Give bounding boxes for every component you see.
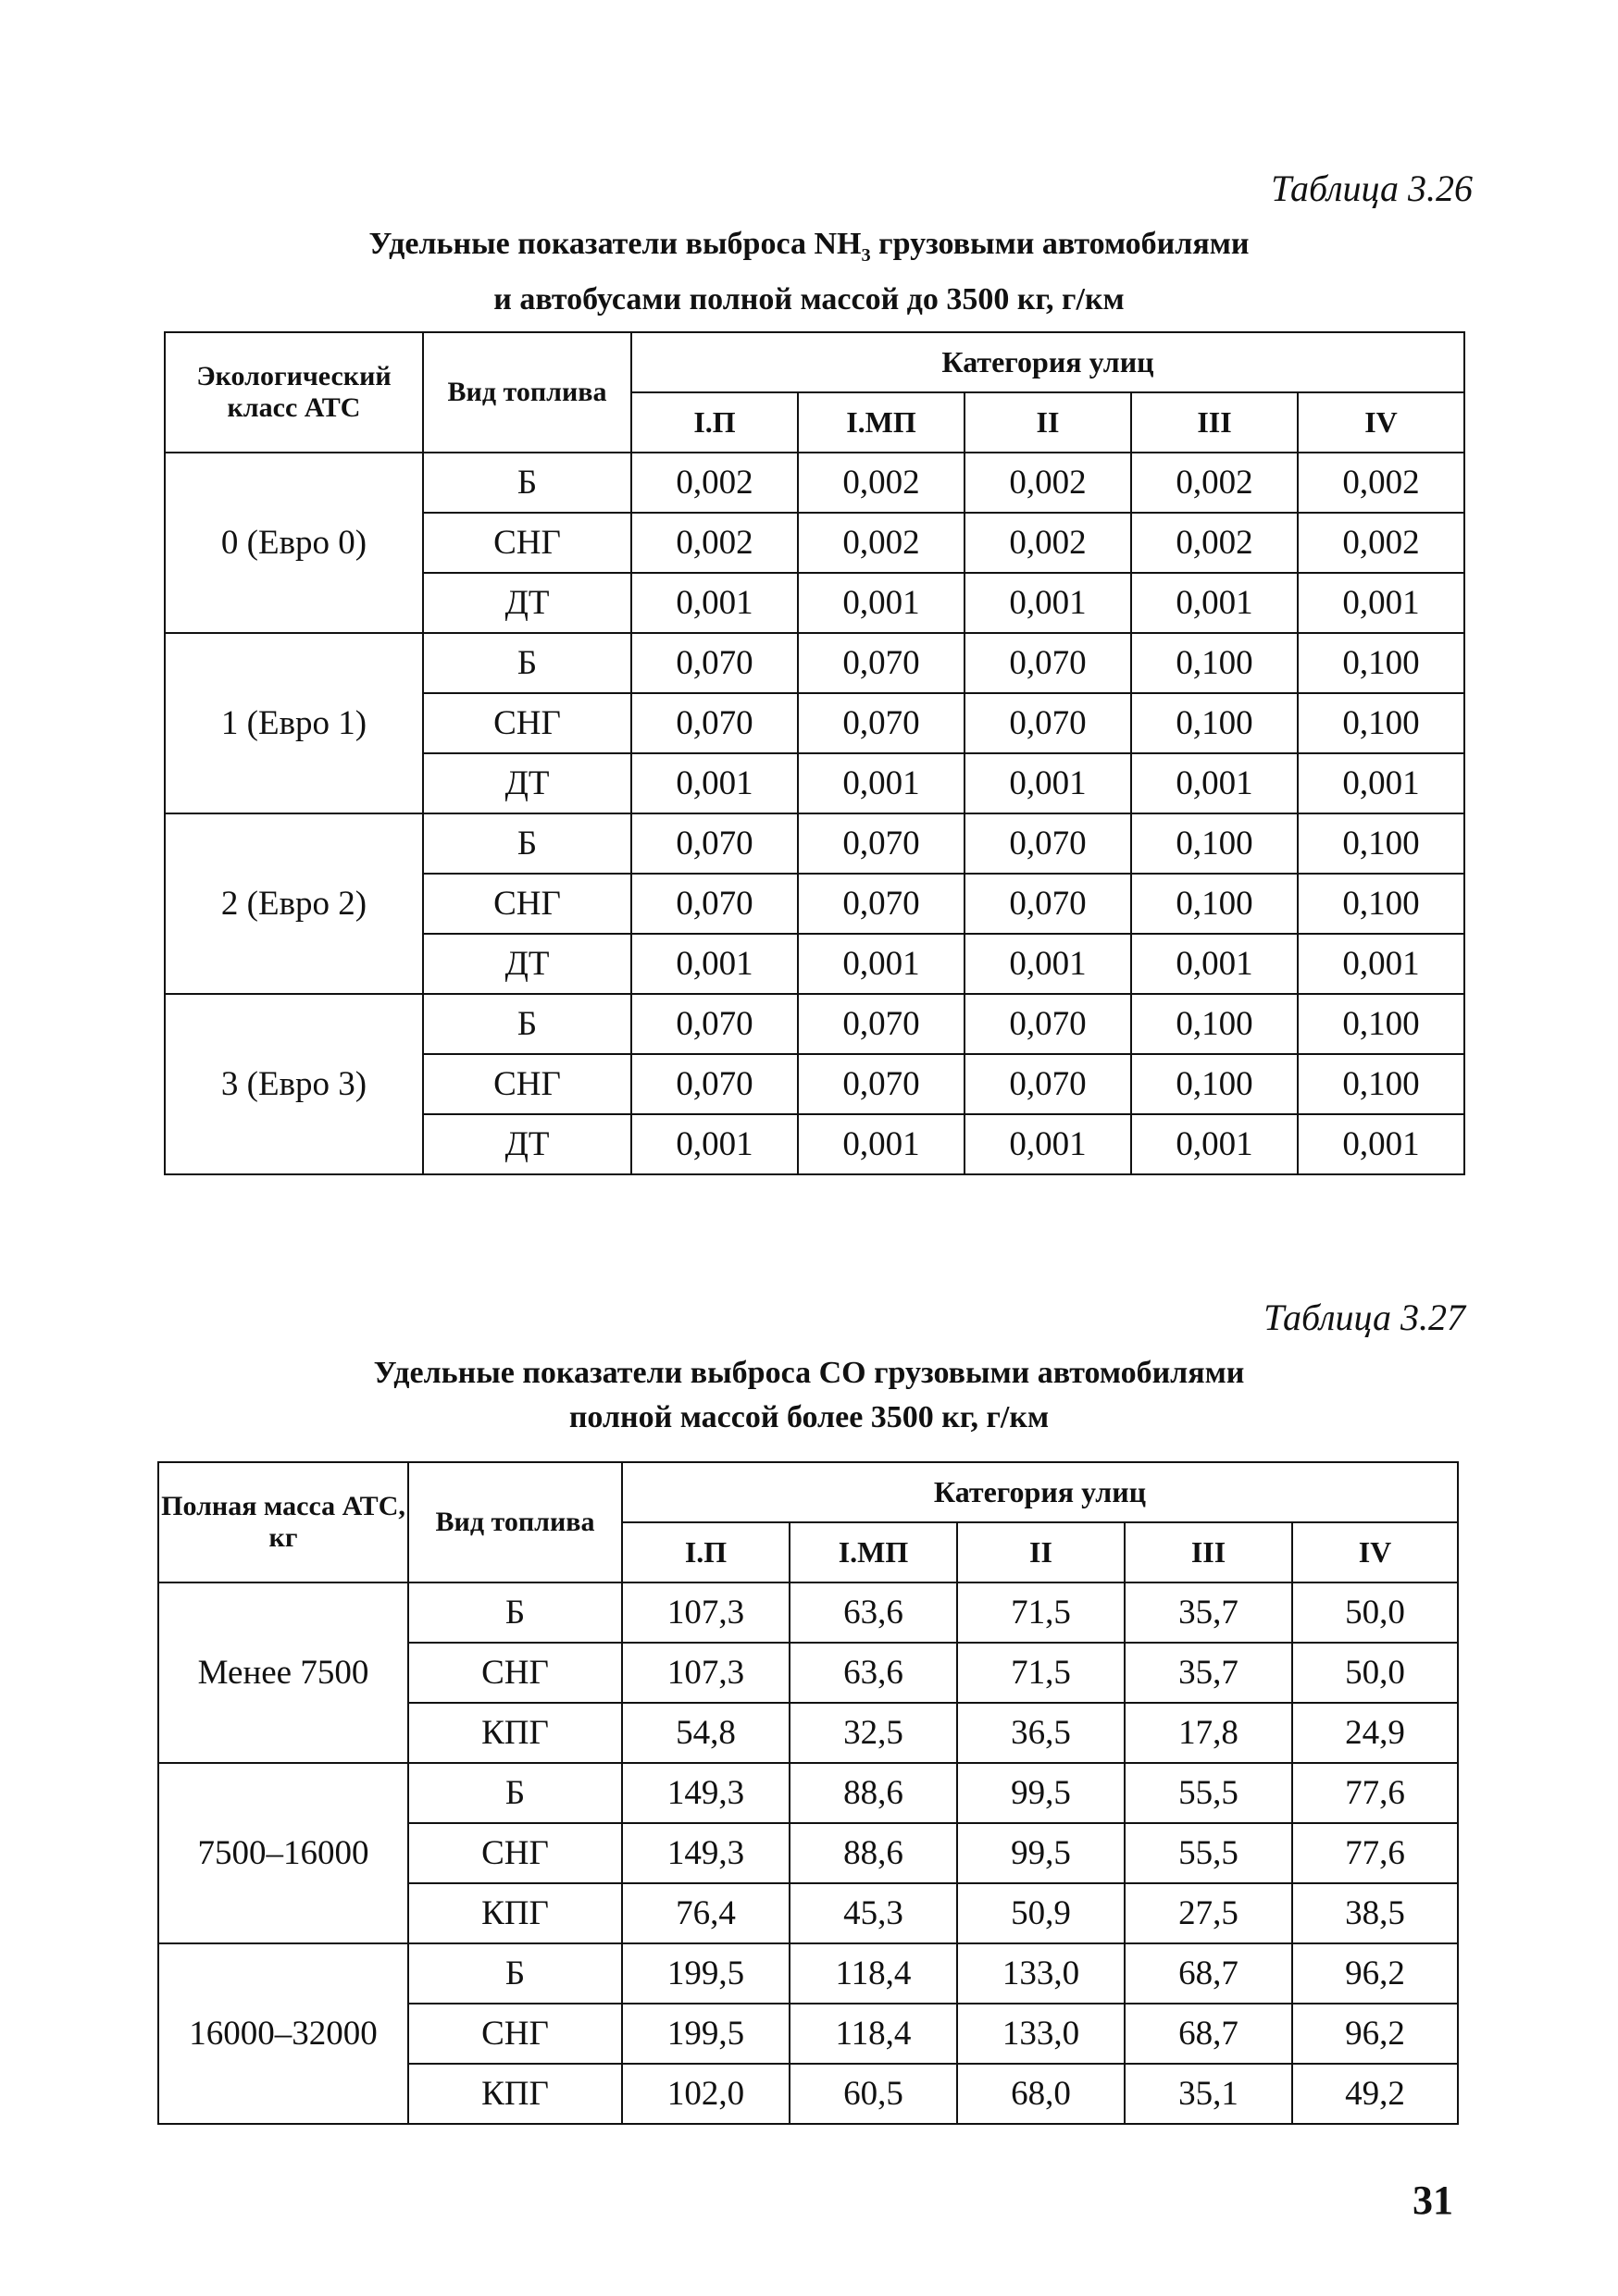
value-cell: 0,100 xyxy=(1298,693,1464,753)
fuel-cell: СНГ xyxy=(423,1054,631,1114)
table-row xyxy=(165,453,1464,513)
value-cell: 0,001 xyxy=(965,934,1131,994)
value-cell: 0,002 xyxy=(965,513,1131,573)
value-cell: 99,5 xyxy=(957,1763,1125,1823)
value-cell: 71,5 xyxy=(957,1582,1125,1643)
table1-category-3: III xyxy=(1131,392,1298,453)
value-cell: 0,002 xyxy=(798,453,965,513)
fuel-cell: Б xyxy=(408,1943,622,2004)
value-cell: 0,001 xyxy=(631,573,798,633)
page-number: 31 xyxy=(1413,2178,1453,2223)
value-cell: 0,002 xyxy=(965,453,1131,513)
fuel-cell: ДТ xyxy=(423,753,631,813)
value-cell: 0,002 xyxy=(1298,453,1464,513)
fuel-cell: КПГ xyxy=(408,2064,622,2124)
value-cell: 118,4 xyxy=(790,2004,957,2064)
value-cell: 0,070 xyxy=(798,874,965,934)
value-cell: 0,070 xyxy=(798,813,965,874)
value-cell: 0,070 xyxy=(631,633,798,693)
value-cell: 68,7 xyxy=(1125,2004,1292,2064)
value-cell: 0,100 xyxy=(1298,633,1464,693)
value-cell: 99,5 xyxy=(957,1823,1125,1883)
table2 xyxy=(157,1461,1459,2125)
fuel-cell: СНГ xyxy=(408,1823,622,1883)
value-cell: 0,001 xyxy=(1131,573,1298,633)
fuel-cell: ДТ xyxy=(423,1114,631,1174)
table1-header-class: Экологический класс АТС xyxy=(165,332,423,453)
value-cell: 107,3 xyxy=(622,1643,790,1703)
value-cell: 0,070 xyxy=(798,633,965,693)
value-cell: 96,2 xyxy=(1292,2004,1458,2064)
value-cell: 0,070 xyxy=(798,1054,965,1114)
value-cell: 0,001 xyxy=(1298,1114,1464,1174)
table-row xyxy=(158,1582,1458,1643)
table1-title xyxy=(0,222,1618,322)
table2-category-2: II xyxy=(957,1522,1125,1582)
fuel-cell: СНГ xyxy=(423,513,631,573)
value-cell: 96,2 xyxy=(1292,1943,1458,2004)
value-cell: 0,070 xyxy=(965,874,1131,934)
value-cell: 45,3 xyxy=(790,1883,957,1943)
value-cell: 0,070 xyxy=(631,874,798,934)
value-cell: 0,001 xyxy=(1298,753,1464,813)
table2-category-0: I.П xyxy=(622,1522,790,1582)
value-cell: 0,100 xyxy=(1131,813,1298,874)
value-cell: 0,002 xyxy=(1131,453,1298,513)
table1-category-0: I.П xyxy=(631,392,798,453)
value-cell: 0,001 xyxy=(1131,1114,1298,1174)
value-cell: 133,0 xyxy=(957,1943,1125,2004)
table2-title xyxy=(0,1351,1618,1440)
table-row xyxy=(158,1763,1458,1823)
value-cell: 77,6 xyxy=(1292,1763,1458,1823)
table2-caption: Таблица 3.27 xyxy=(1263,1297,1465,1338)
value-cell: 0,002 xyxy=(1131,513,1298,573)
value-cell: 88,6 xyxy=(790,1823,957,1883)
value-cell: 0,070 xyxy=(631,1054,798,1114)
group-label: 2 (Евро 2) xyxy=(165,813,423,994)
table2-title-line2: полной массой более 3500 кг, г/км xyxy=(568,1400,1050,1434)
fuel-cell: СНГ xyxy=(408,2004,622,2064)
fuel-cell: КПГ xyxy=(408,1883,622,1943)
value-cell: 0,001 xyxy=(798,1114,965,1174)
fuel-cell: СНГ xyxy=(423,874,631,934)
value-cell: 149,3 xyxy=(622,1763,790,1823)
value-cell: 0,002 xyxy=(798,513,965,573)
group-label: Менее 7500 xyxy=(158,1582,408,1763)
value-cell: 50,0 xyxy=(1292,1643,1458,1703)
table2-category-1: I.МП xyxy=(790,1522,957,1582)
fuel-cell: Б xyxy=(408,1763,622,1823)
value-cell: 27,5 xyxy=(1125,1883,1292,1943)
value-cell: 0,100 xyxy=(1298,994,1464,1054)
value-cell: 88,6 xyxy=(790,1763,957,1823)
value-cell: 0,002 xyxy=(1298,513,1464,573)
value-cell: 118,4 xyxy=(790,1943,957,2004)
value-cell: 199,5 xyxy=(622,2004,790,2064)
value-cell: 76,4 xyxy=(622,1883,790,1943)
value-cell: 71,5 xyxy=(957,1643,1125,1703)
value-cell: 55,5 xyxy=(1125,1823,1292,1883)
fuel-cell: СНГ xyxy=(423,693,631,753)
table1-header-category: Категория улиц xyxy=(631,332,1464,392)
value-cell: 24,9 xyxy=(1292,1703,1458,1763)
value-cell: 102,0 xyxy=(622,2064,790,2124)
value-cell: 0,001 xyxy=(1131,753,1298,813)
value-cell: 0,070 xyxy=(965,994,1131,1054)
table2-header-mass: Полная масса АТС, кг xyxy=(158,1462,408,1582)
value-cell: 0,100 xyxy=(1298,1054,1464,1114)
table1-category-4: IV xyxy=(1298,392,1464,453)
table1-caption: Таблица 3.26 xyxy=(1271,168,1473,209)
value-cell: 0,070 xyxy=(965,813,1131,874)
value-cell: 63,6 xyxy=(790,1582,957,1643)
value-cell: 54,8 xyxy=(622,1703,790,1763)
fuel-cell: СНГ xyxy=(408,1643,622,1703)
value-cell: 0,070 xyxy=(631,693,798,753)
table1-category-1: I.МП xyxy=(798,392,965,453)
table2-header-category: Категория улиц xyxy=(622,1462,1458,1522)
value-cell: 0,001 xyxy=(631,934,798,994)
fuel-cell: Б xyxy=(423,994,631,1054)
value-cell: 0,100 xyxy=(1131,994,1298,1054)
table1-category-2: II xyxy=(965,392,1131,453)
value-cell: 35,7 xyxy=(1125,1643,1292,1703)
value-cell: 133,0 xyxy=(957,2004,1125,2064)
value-cell: 0,001 xyxy=(798,934,965,994)
fuel-cell: КПГ xyxy=(408,1703,622,1763)
value-cell: 63,6 xyxy=(790,1643,957,1703)
value-cell: 0,100 xyxy=(1131,633,1298,693)
table2-category-4: IV xyxy=(1292,1522,1458,1582)
value-cell: 68,7 xyxy=(1125,1943,1292,2004)
value-cell: 0,001 xyxy=(631,1114,798,1174)
value-cell: 32,5 xyxy=(790,1703,957,1763)
table1-title-line1: Удельные показатели выброса $NH_3$ грузовыми автомобилями xyxy=(368,227,1250,266)
group-label: 7500–16000 xyxy=(158,1763,408,1943)
value-cell: 0,070 xyxy=(965,1054,1131,1114)
value-cell: 149,3 xyxy=(622,1823,790,1883)
fuel-cell: Б xyxy=(423,453,631,513)
value-cell: 0,070 xyxy=(798,693,965,753)
value-cell: 199,5 xyxy=(622,1943,790,2004)
group-label: 0 (Евро 0) xyxy=(165,453,423,633)
value-cell: 0,002 xyxy=(631,513,798,573)
group-label: 16000–32000 xyxy=(158,1943,408,2124)
value-cell: 0,002 xyxy=(631,453,798,513)
fuel-cell: Б xyxy=(423,813,631,874)
table2-category-3: III xyxy=(1125,1522,1292,1582)
value-cell: 0,001 xyxy=(1298,573,1464,633)
table-row xyxy=(165,994,1464,1054)
table-row xyxy=(158,1943,1458,2004)
value-cell: 107,3 xyxy=(622,1582,790,1643)
table-row xyxy=(165,813,1464,874)
fuel-cell: Б xyxy=(423,633,631,693)
value-cell: 0,001 xyxy=(965,573,1131,633)
value-cell: 49,2 xyxy=(1292,2064,1458,2124)
table2-header-fuel: Вид топлива xyxy=(408,1462,622,1582)
value-cell: 0,070 xyxy=(965,693,1131,753)
value-cell: 0,070 xyxy=(965,633,1131,693)
value-cell: 68,0 xyxy=(957,2064,1125,2124)
value-cell: 0,100 xyxy=(1131,874,1298,934)
value-cell: 0,001 xyxy=(965,753,1131,813)
table1-title-line2: и автобусами полной массой до 3500 кг, г/км xyxy=(493,281,1125,316)
value-cell: 0,100 xyxy=(1298,813,1464,874)
value-cell: 0,070 xyxy=(631,994,798,1054)
table-row xyxy=(165,633,1464,693)
value-cell: 60,5 xyxy=(790,2064,957,2124)
value-cell: 0,100 xyxy=(1131,1054,1298,1114)
value-cell: 77,6 xyxy=(1292,1823,1458,1883)
value-cell: 36,5 xyxy=(957,1703,1125,1763)
value-cell: 50,0 xyxy=(1292,1582,1458,1643)
table1-header-fuel: Вид топлива xyxy=(423,332,631,453)
value-cell: 0,001 xyxy=(965,1114,1131,1174)
value-cell: 55,5 xyxy=(1125,1763,1292,1823)
value-cell: 38,5 xyxy=(1292,1883,1458,1943)
value-cell: 50,9 xyxy=(957,1883,1125,1943)
value-cell: 0,001 xyxy=(798,753,965,813)
value-cell: 0,100 xyxy=(1131,693,1298,753)
value-cell: 0,070 xyxy=(798,994,965,1054)
value-cell: 0,001 xyxy=(631,753,798,813)
value-cell: 0,001 xyxy=(1298,934,1464,994)
table1 xyxy=(164,331,1465,1175)
table2-title-line1: Удельные показатели выброса СО грузовыми автомобилями xyxy=(373,1356,1245,1390)
value-cell: 0,100 xyxy=(1298,874,1464,934)
fuel-cell: ДТ xyxy=(423,934,631,994)
value-cell: 35,1 xyxy=(1125,2064,1292,2124)
value-cell: 0,001 xyxy=(1131,934,1298,994)
value-cell: 35,7 xyxy=(1125,1582,1292,1643)
value-cell: 0,001 xyxy=(798,573,965,633)
value-cell: 17,8 xyxy=(1125,1703,1292,1763)
value-cell: 0,070 xyxy=(631,813,798,874)
fuel-cell: ДТ xyxy=(423,573,631,633)
group-label: 3 (Евро 3) xyxy=(165,994,423,1174)
fuel-cell: Б xyxy=(408,1582,622,1643)
group-label: 1 (Евро 1) xyxy=(165,633,423,813)
